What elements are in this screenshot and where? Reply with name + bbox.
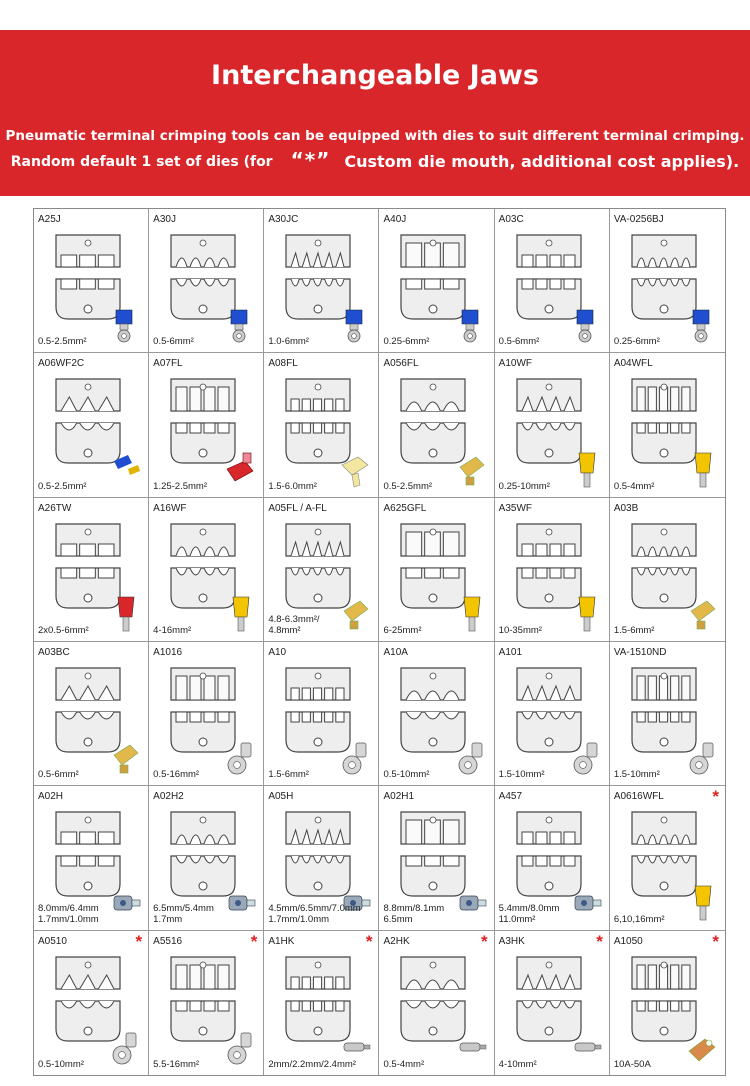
die-range — [268, 1059, 356, 1070]
header-banner — [0, 30, 750, 196]
copper-lug-terminal-icon — [687, 1029, 719, 1067]
die-range — [153, 1059, 199, 1070]
custom-die-asterisk: * — [596, 931, 603, 951]
custom-die-asterisk: * — [135, 931, 143, 951]
custom-die-asterisk: * — [481, 931, 488, 951]
bnc-terminal-icon — [456, 884, 488, 922]
bnc-terminal-icon — [571, 884, 603, 922]
die-code: A05H — [268, 791, 294, 803]
die-card — [610, 498, 725, 642]
gold-tab-terminal-icon — [110, 739, 142, 777]
die-range-line-1: 6,10,16mm² — [613, 913, 665, 925]
die-code: A10WF — [498, 358, 532, 370]
die-code: A3HK — [498, 935, 525, 947]
die-range-line-2: 1.7mm/1.0mm — [38, 913, 99, 925]
die-range-line-1: 1.5-10mm² — [498, 769, 545, 781]
die-range — [268, 769, 309, 780]
die-card — [379, 642, 494, 786]
die-range-line-1: 8.8mm/8.1mm — [383, 902, 445, 914]
yellow-ferrule-terminal-icon — [687, 451, 719, 489]
die-range-line-1: 4.8-6.3mm²/ — [268, 613, 320, 625]
yellow-flag-terminal-icon — [340, 451, 372, 489]
yellow-ferrule-terminal-icon — [225, 595, 257, 633]
die-code: A30J — [153, 214, 176, 225]
die-range — [38, 625, 89, 636]
die-range-line-1: 0.5-6mm² — [498, 336, 540, 348]
die-range — [499, 769, 545, 780]
die-range — [153, 625, 191, 636]
die-range-line-1: 1.5-6mm² — [268, 769, 309, 781]
yellow-ferrule-terminal-icon — [687, 884, 719, 922]
subtitle-line-2-end: Custom die mouth, additional cost applies). — [344, 152, 740, 171]
die-range-line-1: 6-25mm² — [383, 624, 422, 636]
die-code: A03B — [613, 502, 639, 514]
die-code: A5516 — [153, 935, 183, 947]
die-card — [264, 786, 379, 930]
die-range — [153, 769, 199, 780]
die-card — [495, 931, 610, 1075]
die-code: A10 — [268, 646, 287, 658]
die-card — [149, 498, 264, 642]
die-code: A1HK — [268, 935, 295, 947]
die-card — [264, 642, 379, 786]
die-range — [614, 1059, 651, 1070]
asterisk-quote: “*” — [290, 148, 331, 172]
die-code: A0616WFL — [613, 791, 664, 803]
die-range-line-2: 1.7mm — [153, 913, 183, 925]
die-range — [268, 903, 360, 925]
die-card — [264, 209, 379, 353]
die-card — [34, 209, 149, 353]
blue-ring-terminal-icon — [571, 306, 603, 344]
die-range — [614, 914, 665, 925]
bnc-terminal-icon — [110, 884, 142, 922]
die-range-line-1: 0.5-6mm² — [38, 769, 79, 781]
die-code: A05FL / A-FL — [268, 502, 327, 514]
die-range-line-1: 10A-50A — [613, 1058, 651, 1070]
blue-ring-terminal-icon — [456, 306, 488, 344]
custom-die-asterisk: * — [250, 931, 258, 951]
die-range-line-1: 0.25-6mm² — [383, 336, 430, 348]
die-range-line-1: 10-35mm² — [498, 624, 542, 636]
silver-ring-terminal-icon — [225, 739, 257, 777]
die-card — [34, 498, 149, 642]
die-range — [499, 481, 550, 492]
die-range-line-1: 4-10mm² — [498, 1058, 537, 1070]
die-range — [383, 481, 432, 492]
pin-terminal-icon — [571, 1029, 603, 1067]
die-range — [499, 625, 542, 636]
die-code: A2HK — [383, 935, 410, 947]
die-range-line-1: 1.5-6.0mm² — [268, 480, 317, 492]
subtitle-line-1: Pneumatic terminal crimping tools can be equipped with dies to suit different terminal crimping. — [5, 128, 745, 144]
die-range — [614, 481, 655, 492]
die-card — [379, 786, 494, 930]
die-range — [153, 903, 214, 925]
die-range — [383, 769, 429, 780]
die-range — [614, 336, 660, 347]
die-range-line-1: 4-16mm² — [153, 624, 192, 636]
die-range-line-1: 0.5-10mm² — [383, 769, 430, 781]
die-range — [268, 614, 319, 636]
gold-tab-terminal-icon — [456, 451, 488, 489]
red-ferrule-terminal-icon — [110, 595, 142, 633]
die-card — [379, 931, 494, 1075]
die-code: A03C — [498, 214, 524, 225]
die-range — [268, 336, 309, 347]
die-range-line-1: 1.25-2.5mm² — [153, 480, 208, 492]
die-range — [38, 1059, 84, 1070]
die-range — [38, 769, 79, 780]
die-range-line-1: 0.5-4mm² — [383, 1058, 425, 1070]
die-card — [610, 786, 725, 930]
die-range-line-1: 5.5-16mm² — [153, 1058, 200, 1070]
gold-tab-terminal-icon — [340, 595, 372, 633]
die-code: A457 — [498, 791, 523, 803]
die-code: A1050 — [613, 935, 643, 947]
die-code: VA-1510ND — [613, 646, 667, 658]
die-range-line-1: 1.5-10mm² — [613, 769, 660, 781]
yellow-ferrule-terminal-icon — [456, 595, 488, 633]
gold-tab-terminal-icon — [687, 595, 719, 633]
die-card — [495, 642, 610, 786]
die-range — [499, 903, 560, 925]
die-card — [495, 209, 610, 353]
die-card — [610, 642, 725, 786]
die-range — [38, 903, 99, 925]
page-title: Interchangeable Jaws — [211, 60, 539, 91]
die-code: A0510 — [38, 935, 67, 947]
die-range-line-2: 4.8mm² — [268, 624, 301, 636]
silver-ring-terminal-icon — [571, 739, 603, 777]
yellow-ferrule-terminal-icon — [571, 595, 603, 633]
die-range — [38, 336, 87, 347]
die-code: A02H2 — [153, 791, 184, 803]
die-range — [614, 769, 660, 780]
die-range-line-1: 0.5-16mm² — [153, 769, 200, 781]
red-flag-terminal-icon — [225, 451, 257, 489]
yellow-ferrule-terminal-icon — [571, 451, 603, 489]
blue-spade-terminal-icon — [110, 306, 142, 344]
die-code: A07FL — [153, 358, 183, 370]
blue-ring-terminal-icon — [340, 306, 372, 344]
die-card — [379, 353, 494, 497]
die-range-line-1: 0.5-10mm² — [38, 1058, 84, 1070]
blue-ring-terminal-icon — [225, 306, 257, 344]
silver-ring-terminal-icon — [456, 739, 488, 777]
die-range-line-1: 5.4mm/8.0mm — [498, 902, 560, 914]
die-card — [149, 931, 264, 1075]
die-range-line-1: 0.5-4mm² — [613, 480, 655, 492]
die-code: A04WFL — [613, 358, 653, 370]
die-card — [149, 209, 264, 353]
die-card — [264, 931, 379, 1075]
custom-die-asterisk: * — [365, 931, 373, 951]
silver-ring-terminal-icon — [225, 1029, 257, 1067]
die-card — [34, 931, 149, 1075]
die-range-line-1: 1.5-6mm² — [613, 624, 655, 636]
die-code: VA-0256BJ — [613, 214, 664, 225]
die-code: A06WF2C — [38, 358, 85, 370]
die-card — [610, 353, 725, 497]
blue-ring-terminal-icon — [687, 306, 719, 344]
die-card — [379, 498, 494, 642]
die-code: A101 — [498, 646, 523, 658]
die-code: A02H1 — [383, 791, 415, 803]
die-card — [495, 786, 610, 930]
silver-ring-terminal-icon — [687, 739, 719, 777]
die-card — [379, 209, 494, 353]
die-range-line-1: 0.5-2.5mm² — [383, 480, 433, 492]
die-range — [383, 336, 429, 347]
die-code: A03BC — [38, 646, 70, 658]
die-card — [495, 353, 610, 497]
die-range — [153, 481, 207, 492]
die-range — [153, 336, 194, 347]
die-code: A30JC — [268, 214, 299, 225]
die-code: A40J — [383, 214, 407, 225]
die-card — [264, 353, 379, 497]
die-card — [610, 931, 725, 1075]
die-range — [38, 481, 87, 492]
silver-ring-terminal-icon — [110, 1029, 142, 1067]
die-card — [149, 786, 264, 930]
silver-ring-terminal-icon — [340, 739, 372, 777]
die-code: A25J — [38, 214, 61, 225]
die-card — [610, 209, 725, 353]
die-range-line-1: 2x0.5-6mm² — [38, 624, 89, 636]
bnc-terminal-icon — [225, 884, 257, 922]
custom-die-asterisk: * — [712, 787, 719, 807]
die-range-line-2: 6.5mm — [383, 913, 413, 925]
die-range — [614, 625, 655, 636]
die-range — [499, 336, 540, 347]
die-range-line-1: 8.0mm/6.4mm — [38, 902, 99, 914]
die-range — [383, 903, 444, 925]
die-card — [495, 498, 610, 642]
pin-terminal-icon — [456, 1029, 488, 1067]
die-code: A08FL — [268, 358, 298, 370]
die-range-line-2: 1.7mm/1.0mm — [268, 913, 330, 925]
die-range — [499, 1059, 537, 1070]
die-card — [34, 786, 149, 930]
die-range-line-1: 0.25-10mm² — [498, 480, 550, 492]
die-range-line-2: 11.0mm² — [498, 913, 536, 925]
die-range-line-1: 1.0-6mm² — [268, 336, 309, 348]
subtitle-line-2-start: Random default 1 set of dies (for — [10, 154, 273, 170]
die-grid — [33, 208, 726, 1076]
die-range-line-1: 2mm/2.2mm/2.4mm² — [268, 1058, 356, 1070]
custom-die-asterisk: * — [712, 931, 719, 951]
die-code: A10A — [383, 646, 408, 658]
die-range-line-1: 0.5-2.5mm² — [38, 480, 87, 492]
die-code: A056FL — [383, 358, 419, 370]
die-code: A16WF — [153, 502, 187, 514]
blue-ferrule-terminal-icon — [110, 451, 142, 489]
die-code: A1016 — [153, 646, 183, 658]
die-range-line-1: 0.25-6mm² — [613, 336, 660, 348]
die-range-line-1: 0.5-6mm² — [153, 336, 194, 348]
die-card — [34, 353, 149, 497]
die-code: A02H — [38, 791, 64, 803]
die-code: A35WF — [498, 502, 532, 514]
die-range-line-1: 6.5mm/5.4mm — [153, 902, 214, 914]
die-range — [383, 625, 421, 636]
die-code: A26TW — [38, 502, 72, 514]
die-code: A625GFL — [383, 502, 427, 514]
die-range — [383, 1059, 424, 1070]
die-range-line-1: 4.5mm/6.5mm/7.0mm — [268, 902, 361, 914]
die-card — [264, 498, 379, 642]
die-card — [149, 353, 264, 497]
die-card — [149, 642, 264, 786]
die-card — [34, 642, 149, 786]
die-range-line-1: 0.5-2.5mm² — [38, 336, 87, 348]
subtitle-line-2 — [0, 148, 750, 172]
die-range — [268, 481, 317, 492]
